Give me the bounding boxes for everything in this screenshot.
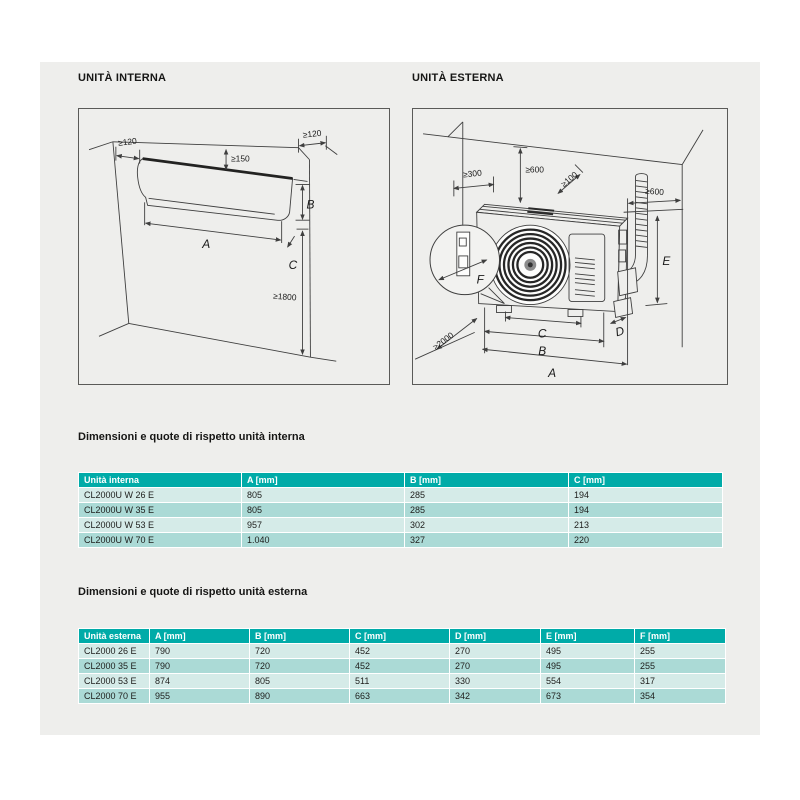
column-header: Unità interna xyxy=(79,473,241,487)
indoor-clearance-top-label: ≥150 xyxy=(231,153,250,164)
outdoor-clearance-right-label: ≥600 xyxy=(644,185,665,198)
table-cell: 720 xyxy=(250,644,349,658)
table-row xyxy=(79,503,722,517)
table-row xyxy=(79,518,722,532)
column-header: D [mm] xyxy=(450,629,540,643)
unit-foot xyxy=(497,306,512,313)
outdoor-clearance-left-label: ≥300 xyxy=(462,167,483,180)
outdoor-clearance-top-label: ≥600 xyxy=(525,164,545,175)
table-cell: 790 xyxy=(150,644,249,658)
column-header: Unità esterna xyxy=(79,629,149,643)
table-cell: 452 xyxy=(350,644,449,658)
table-cell: 194 xyxy=(569,488,722,502)
column-header: C [mm] xyxy=(350,629,449,643)
table-cell: 342 xyxy=(450,689,540,703)
outdoor-dim-d-label: D xyxy=(613,323,626,340)
indoor-clearance-right-label: ≥120 xyxy=(302,127,322,140)
column-header: F [mm] xyxy=(635,629,725,643)
table-row xyxy=(79,689,725,703)
table-cell: CL2000 35 E xyxy=(79,659,149,673)
table-cell: 330 xyxy=(450,674,540,688)
indoor-diagram-title: UNITÀ INTERNA xyxy=(78,72,167,84)
table-cell: 495 xyxy=(541,659,634,673)
table-cell: 874 xyxy=(150,674,249,688)
table-header-row xyxy=(79,473,722,487)
outdoor-table-title: Dimensioni e quote di rispetto unità esterna xyxy=(78,586,308,598)
table-cell: 270 xyxy=(450,659,540,673)
table-cell: 663 xyxy=(350,689,449,703)
table-cell: CL2000U W 70 E xyxy=(79,533,241,547)
outdoor-dim-c-label: C xyxy=(537,326,547,341)
table-cell: 511 xyxy=(350,674,449,688)
table-cell: 720 xyxy=(250,659,349,673)
indoor-dim-b-label: B xyxy=(306,197,315,212)
table-cell: 285 xyxy=(405,503,568,517)
indoor-unit-body xyxy=(137,159,292,221)
table-cell: 302 xyxy=(405,518,568,532)
table-cell: 255 xyxy=(635,659,725,673)
table-cell: 673 xyxy=(541,689,634,703)
column-header: B [mm] xyxy=(405,473,568,487)
outdoor-clearance-back-label: ≥100 xyxy=(558,169,580,190)
table-cell: CL2000 53 E xyxy=(79,674,149,688)
indoor-clearance-left-label: ≥120 xyxy=(117,135,138,148)
outdoor-dim-b-label: B xyxy=(538,344,547,359)
indoor-table-title: Dimensioni e quote di rispetto unità interna xyxy=(78,431,305,443)
indoor-floor-clearance-label: ≥1800 xyxy=(272,290,297,303)
table-cell: 805 xyxy=(242,503,404,517)
indoor-dimension-labels xyxy=(118,128,323,303)
outdoor-dim-a-label: A xyxy=(548,366,557,381)
table-row xyxy=(79,659,725,673)
table-cell: 220 xyxy=(569,533,722,547)
table-cell: 957 xyxy=(242,518,404,532)
column-header: A [mm] xyxy=(150,629,249,643)
table-cell: 805 xyxy=(250,674,349,688)
table-row xyxy=(79,674,725,688)
table-cell: 255 xyxy=(635,644,725,658)
table-cell: 213 xyxy=(569,518,722,532)
outdoor-dimensions-table xyxy=(78,628,719,704)
table-cell: 1.040 xyxy=(242,533,404,547)
table-cell: 270 xyxy=(450,644,540,658)
outdoor-dim-e-label: E xyxy=(662,253,671,268)
column-header: B [mm] xyxy=(250,629,349,643)
outdoor-unit-drawing xyxy=(413,109,727,384)
column-header: C [mm] xyxy=(569,473,722,487)
table-cell: CL2000U W 26 E xyxy=(79,488,241,502)
outdoor-diagram-title: UNITÀ ESTERNA xyxy=(412,72,504,84)
table-cell: 554 xyxy=(541,674,634,688)
column-header: E [mm] xyxy=(541,629,634,643)
column-header: A [mm] xyxy=(242,473,404,487)
table-cell: 452 xyxy=(350,659,449,673)
indoor-unit-diagram xyxy=(78,108,390,385)
table-cell: 285 xyxy=(405,488,568,502)
table-cell: 194 xyxy=(569,503,722,517)
indoor-dim-a-label: A xyxy=(202,236,211,251)
table-cell: CL2000U W 53 E xyxy=(79,518,241,532)
table-cell: 805 xyxy=(242,488,404,502)
table-row xyxy=(79,488,722,502)
indoor-unit-drawing xyxy=(79,109,389,384)
table-cell: 495 xyxy=(541,644,634,658)
table-cell: 955 xyxy=(150,689,249,703)
unit-foot xyxy=(568,310,583,317)
table-header-row xyxy=(79,629,725,643)
table-cell: CL2000U W 35 E xyxy=(79,503,241,517)
indoor-dim-c-label: C xyxy=(288,257,298,272)
table-cell: 327 xyxy=(405,533,568,547)
outdoor-clearance-front-label: ≥2000 xyxy=(430,329,456,352)
table-row xyxy=(79,644,725,658)
table-cell: 790 xyxy=(150,659,249,673)
indoor-dimensions-table xyxy=(78,472,719,548)
table-cell: 317 xyxy=(635,674,725,688)
table-cell: 354 xyxy=(635,689,725,703)
table-cell: CL2000 70 E xyxy=(79,689,149,703)
table-cell: CL2000 26 E xyxy=(79,644,149,658)
content-panel xyxy=(40,62,760,735)
outdoor-dim-f-label: F xyxy=(476,272,484,287)
table-row xyxy=(79,533,722,547)
table-cell: 890 xyxy=(250,689,349,703)
outdoor-unit-diagram xyxy=(412,108,728,385)
